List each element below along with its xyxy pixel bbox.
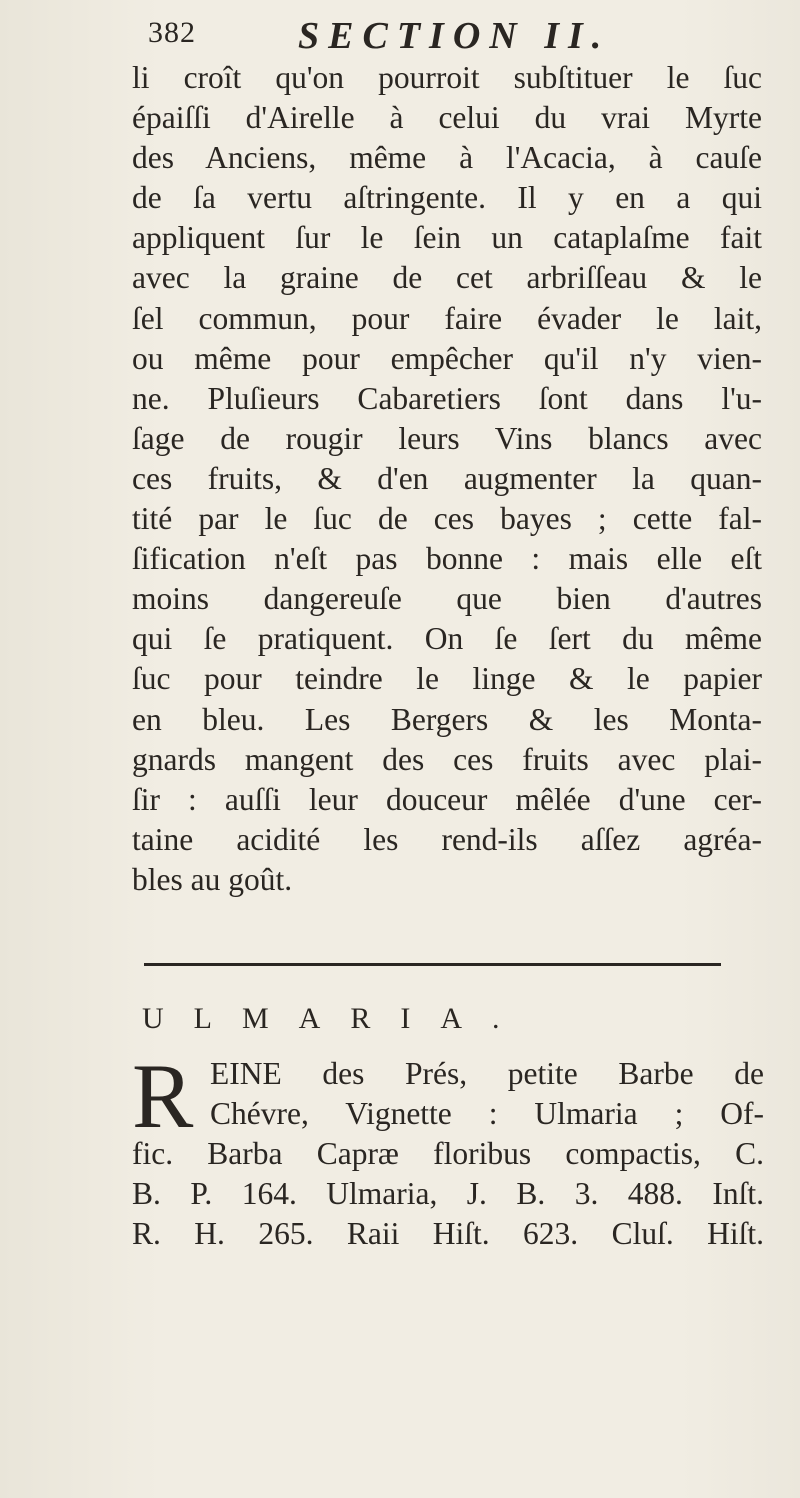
- text-line: de ſa vertu aſtringente. Il y en a qui: [132, 180, 762, 216]
- text-line: ou même pour empêcher qu'il n'y vien-: [132, 340, 762, 376]
- text-line: R. H. 265. Raii Hiſt. 623. Cluſ. Hiſt.: [132, 1216, 764, 1252]
- text-line: ces fruits, & d'en augmenter la quan-: [132, 460, 762, 496]
- section-title: SECTION II.: [298, 15, 611, 57]
- text-line: ne. Pluſieurs Cabaretiers ſont dans l'u-: [132, 380, 762, 416]
- text-line: B. P. 164. Ulmaria, J. B. 3. 488. Inſt.: [132, 1176, 764, 1212]
- page-number: 382: [148, 16, 196, 49]
- text-line: fic. Barba Capræ floribus compactis, C.: [132, 1136, 764, 1172]
- drop-capital: R: [132, 1045, 194, 1147]
- text-line: ſir : auſſi leur douceur mêlée d'une cer-: [132, 781, 762, 817]
- paragraph-ulmaria: [132, 1045, 764, 1252]
- text-line: appliquent ſur le ſein un cataplaſme fait: [132, 220, 762, 256]
- text-line: avec la graine de cet arbriſſeau & le: [132, 260, 762, 296]
- text-line: Chévre, Vignette : Ulmaria ; Of-: [210, 1096, 764, 1132]
- text-line: tité par le ſuc de ces bayes ; cette fal-: [132, 501, 762, 537]
- section-divider: [144, 963, 721, 966]
- text-line: épaiſſi d'Airelle à celui du vrai Myrte: [132, 100, 762, 136]
- text-line: moins dangereuſe que bien d'autres: [132, 581, 762, 617]
- text-line: EINE des Prés, petite Barbe de: [210, 1056, 764, 1091]
- entry-heading: ULMARIA.: [142, 1002, 530, 1035]
- text-line: ſification n'eſt pas bonne : mais elle eſt: [132, 541, 762, 577]
- paragraph-airelle: [132, 58, 762, 900]
- text-line: des Anciens, même à l'Acacia, à cauſe: [132, 140, 762, 176]
- text-line: ſuc pour teindre le linge & le papier: [132, 661, 762, 697]
- text-line: li croît qu'on pourroit subſtituer le ſuc: [132, 60, 762, 95]
- text-line: ſel commun, pour faire évader le lait,: [132, 300, 762, 336]
- text-line: gnards mangent des ces fruits avec plai-: [132, 741, 762, 777]
- text-line: ſage de rougir leurs Vins blancs avec: [132, 420, 762, 456]
- running-head: [148, 14, 668, 58]
- text-line: bles au goût.: [132, 861, 293, 897]
- text-line: en bleu. Les Bergers & les Monta-: [132, 701, 762, 737]
- text-line: taine acidité les rend-ils aſſez agréa-: [132, 821, 762, 857]
- text-line: qui ſe pratiquent. On ſe ſert du même: [132, 621, 762, 657]
